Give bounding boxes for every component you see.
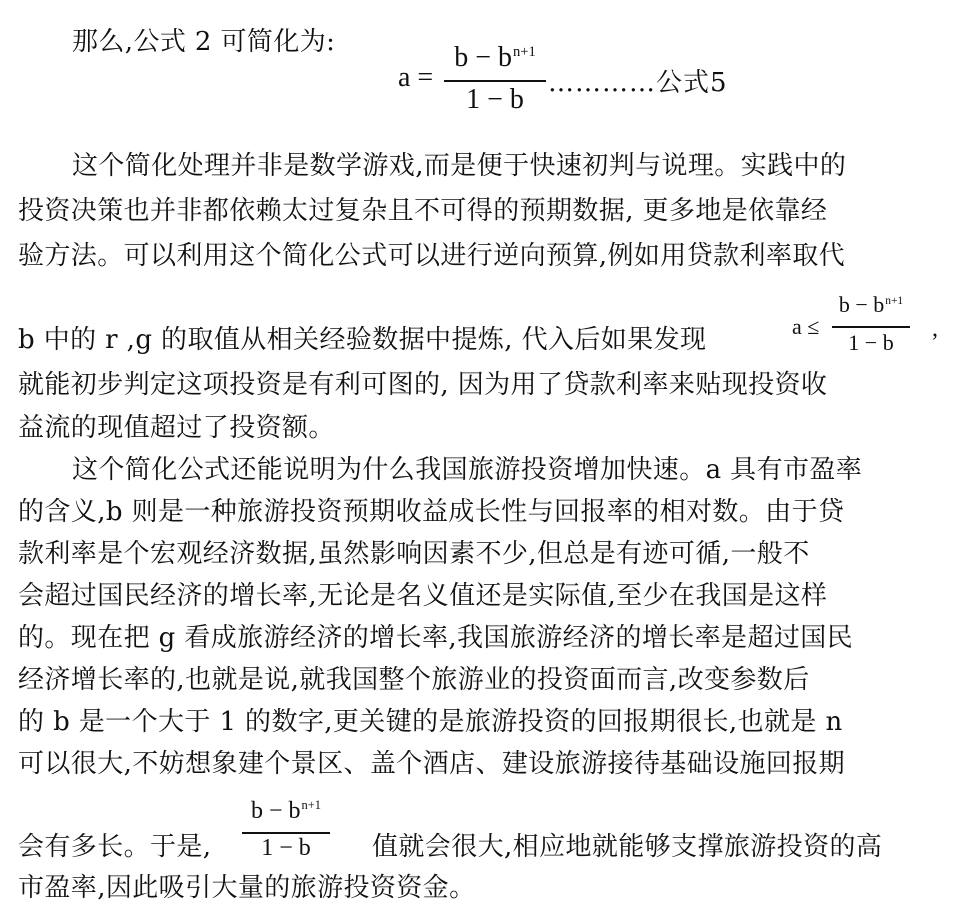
inline-formula-1-fraction-bar xyxy=(832,326,910,328)
inline-formula-2-numerator: $b - b^{n+1}$ xyxy=(250,798,322,824)
para2-line-2: 的含义,b 则是一种旅游投资预期收益成长性与回报率的相对数。由于贷 xyxy=(18,497,845,527)
inline-formula-2-fraction-bar xyxy=(242,832,330,834)
para1-line-3: 验方法。可以利用这个简化公式可以进行逆向预算,例如用贷款利率取代 xyxy=(18,241,846,271)
para2-line-8: 可以很大,不妨想象建个景区、盖个酒店、建设旅游接待基础设施回报期 xyxy=(18,749,846,779)
inline-formula-2-denominator: 1 − b xyxy=(261,835,311,861)
para2-line-5: 的。现在把 g 看成旅游经济的增长率,我国旅游经济的增长率是超过国民 xyxy=(18,623,854,653)
inline-formula-1-denominator: 1 − b xyxy=(848,330,894,355)
inline-formula-1-numerator: $b - b^{n+1}$ xyxy=(838,292,904,317)
para2-line-6: 经济增长率的,也就是说,就我国整个旅游业的投资面而言,改变参数后 xyxy=(18,665,810,695)
inline-formula-1-lhs: a ≤ xyxy=(792,314,820,339)
para2-line-3: 款利率是个宏观经济数据,虽然影响因素不少,但总是有迹可循,一般不 xyxy=(18,539,810,569)
para1-line-4: b 中的 r ,g 的取值从相关经验数据中提炼, 代入后如果发现 xyxy=(18,325,707,355)
para2-last-prefix: 会有多长。于是, xyxy=(18,832,212,862)
formula-5 xyxy=(398,40,798,124)
inline-formula-ratio xyxy=(242,796,332,868)
inline-formula-inequality xyxy=(792,292,946,368)
formula-5-fraction xyxy=(444,40,546,124)
para1-line-5: 就能初步判定这项投资是有利可图的, 因为用了贷款利率来贴现投资收 xyxy=(18,370,828,400)
para2-last-suffix: 值就会很大,相应地就能够支撑旅游投资的高 xyxy=(372,832,883,862)
intro-line: 那么,公式 2 可简化为: xyxy=(72,27,336,57)
para2-line-4: 会超过国民经济的增长率,无论是名义值还是实际值,至少在我国是这样 xyxy=(18,581,828,611)
para1-line-6: 益流的现值超过了投资额。 xyxy=(18,413,335,443)
formula-5-lhs: a = xyxy=(398,62,434,93)
para2-final-line: 市盈率,因此吸引大量的旅游投资资金。 xyxy=(18,873,476,903)
para1-line-2: 投资决策也并非都依赖太过复杂且不可得的预期数据, 更多地是依靠经 xyxy=(18,196,828,226)
inline-formula-2-fraction xyxy=(242,796,330,868)
formula-5-denominator: 1 − b xyxy=(466,84,524,115)
para1-line-1: 这个简化处理并非是数学游戏,而是便于快速初判与说理。实践中的 xyxy=(72,151,847,181)
formula-5-fraction-bar xyxy=(444,80,546,82)
formula-5-numerator: $b - b^{n+1}$ xyxy=(454,42,536,73)
inline-formula-1-comma: , xyxy=(932,316,938,342)
para2-line-7: 的 b 是一个大于 1 的数字,更关键的是旅游投资的回报期很长,也就是 n xyxy=(18,707,843,737)
inline-formula-1-fraction xyxy=(832,292,910,368)
formula-5-label: …………公式5 xyxy=(548,68,728,98)
para2-line-1: 这个简化公式还能说明为什么我国旅游投资增加快速。a 具有市盈率 xyxy=(72,455,863,485)
